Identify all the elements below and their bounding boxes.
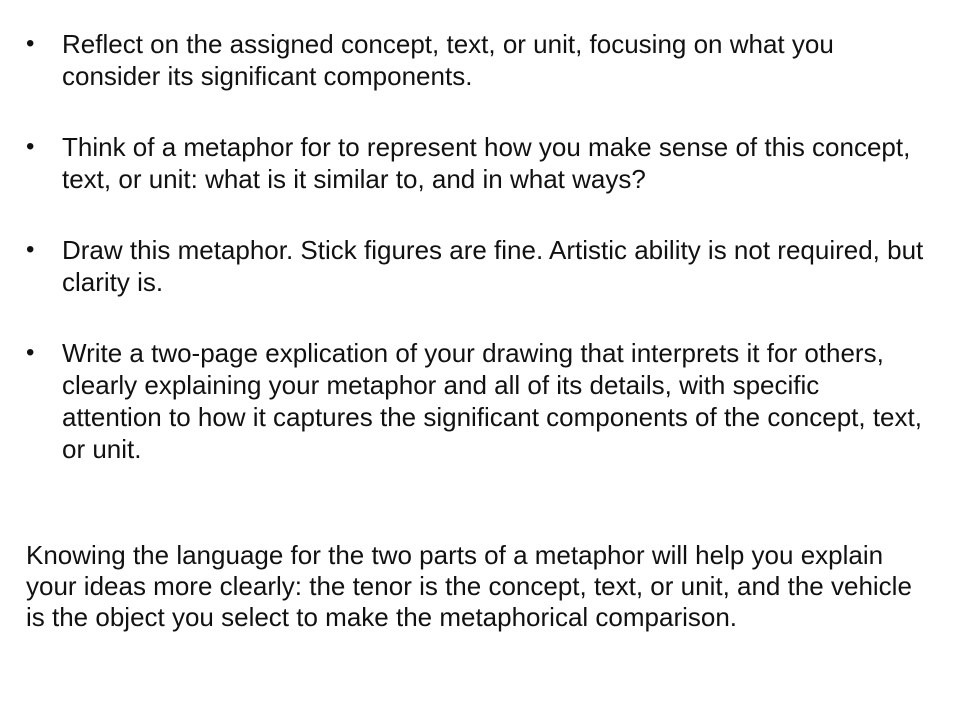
bullet-text: Think of a metaphor for to represent how you make sense of this concept, text, or unit: what is it similar to, and in what ways? <box>62 132 911 194</box>
bullet-icon: • <box>26 236 35 263</box>
bullet-item-reflect <box>26 28 926 92</box>
bullet-icon: • <box>26 133 35 160</box>
bullet-item-draw <box>26 234 926 298</box>
bullet-text: Write a two-page explication of your drawing that interprets it for others, clearly explaining your metaphor and all of its details, with specific attention to how it captures the significant components of the concept, text, or unit. <box>62 338 922 464</box>
bullet-item-write <box>26 337 926 465</box>
instruction-list <box>26 28 926 504</box>
bullet-icon: • <box>26 339 35 366</box>
bullet-icon: • <box>26 30 35 57</box>
bullet-text: Draw this metaphor. Stick figures are fine. Artistic ability is not required, but clarity is. <box>62 235 924 297</box>
bullet-text: Reflect on the assigned concept, text, or unit, focusing on what you consider its significant components. <box>62 29 834 91</box>
bullet-item-think <box>26 131 926 195</box>
closing-paragraph: Knowing the language for the two parts of a metaphor will help you explain your ideas more clearly: the tenor is the concept, text, or unit, and the vehicle is the object you select to make the metaphorical comparison. <box>26 540 912 632</box>
